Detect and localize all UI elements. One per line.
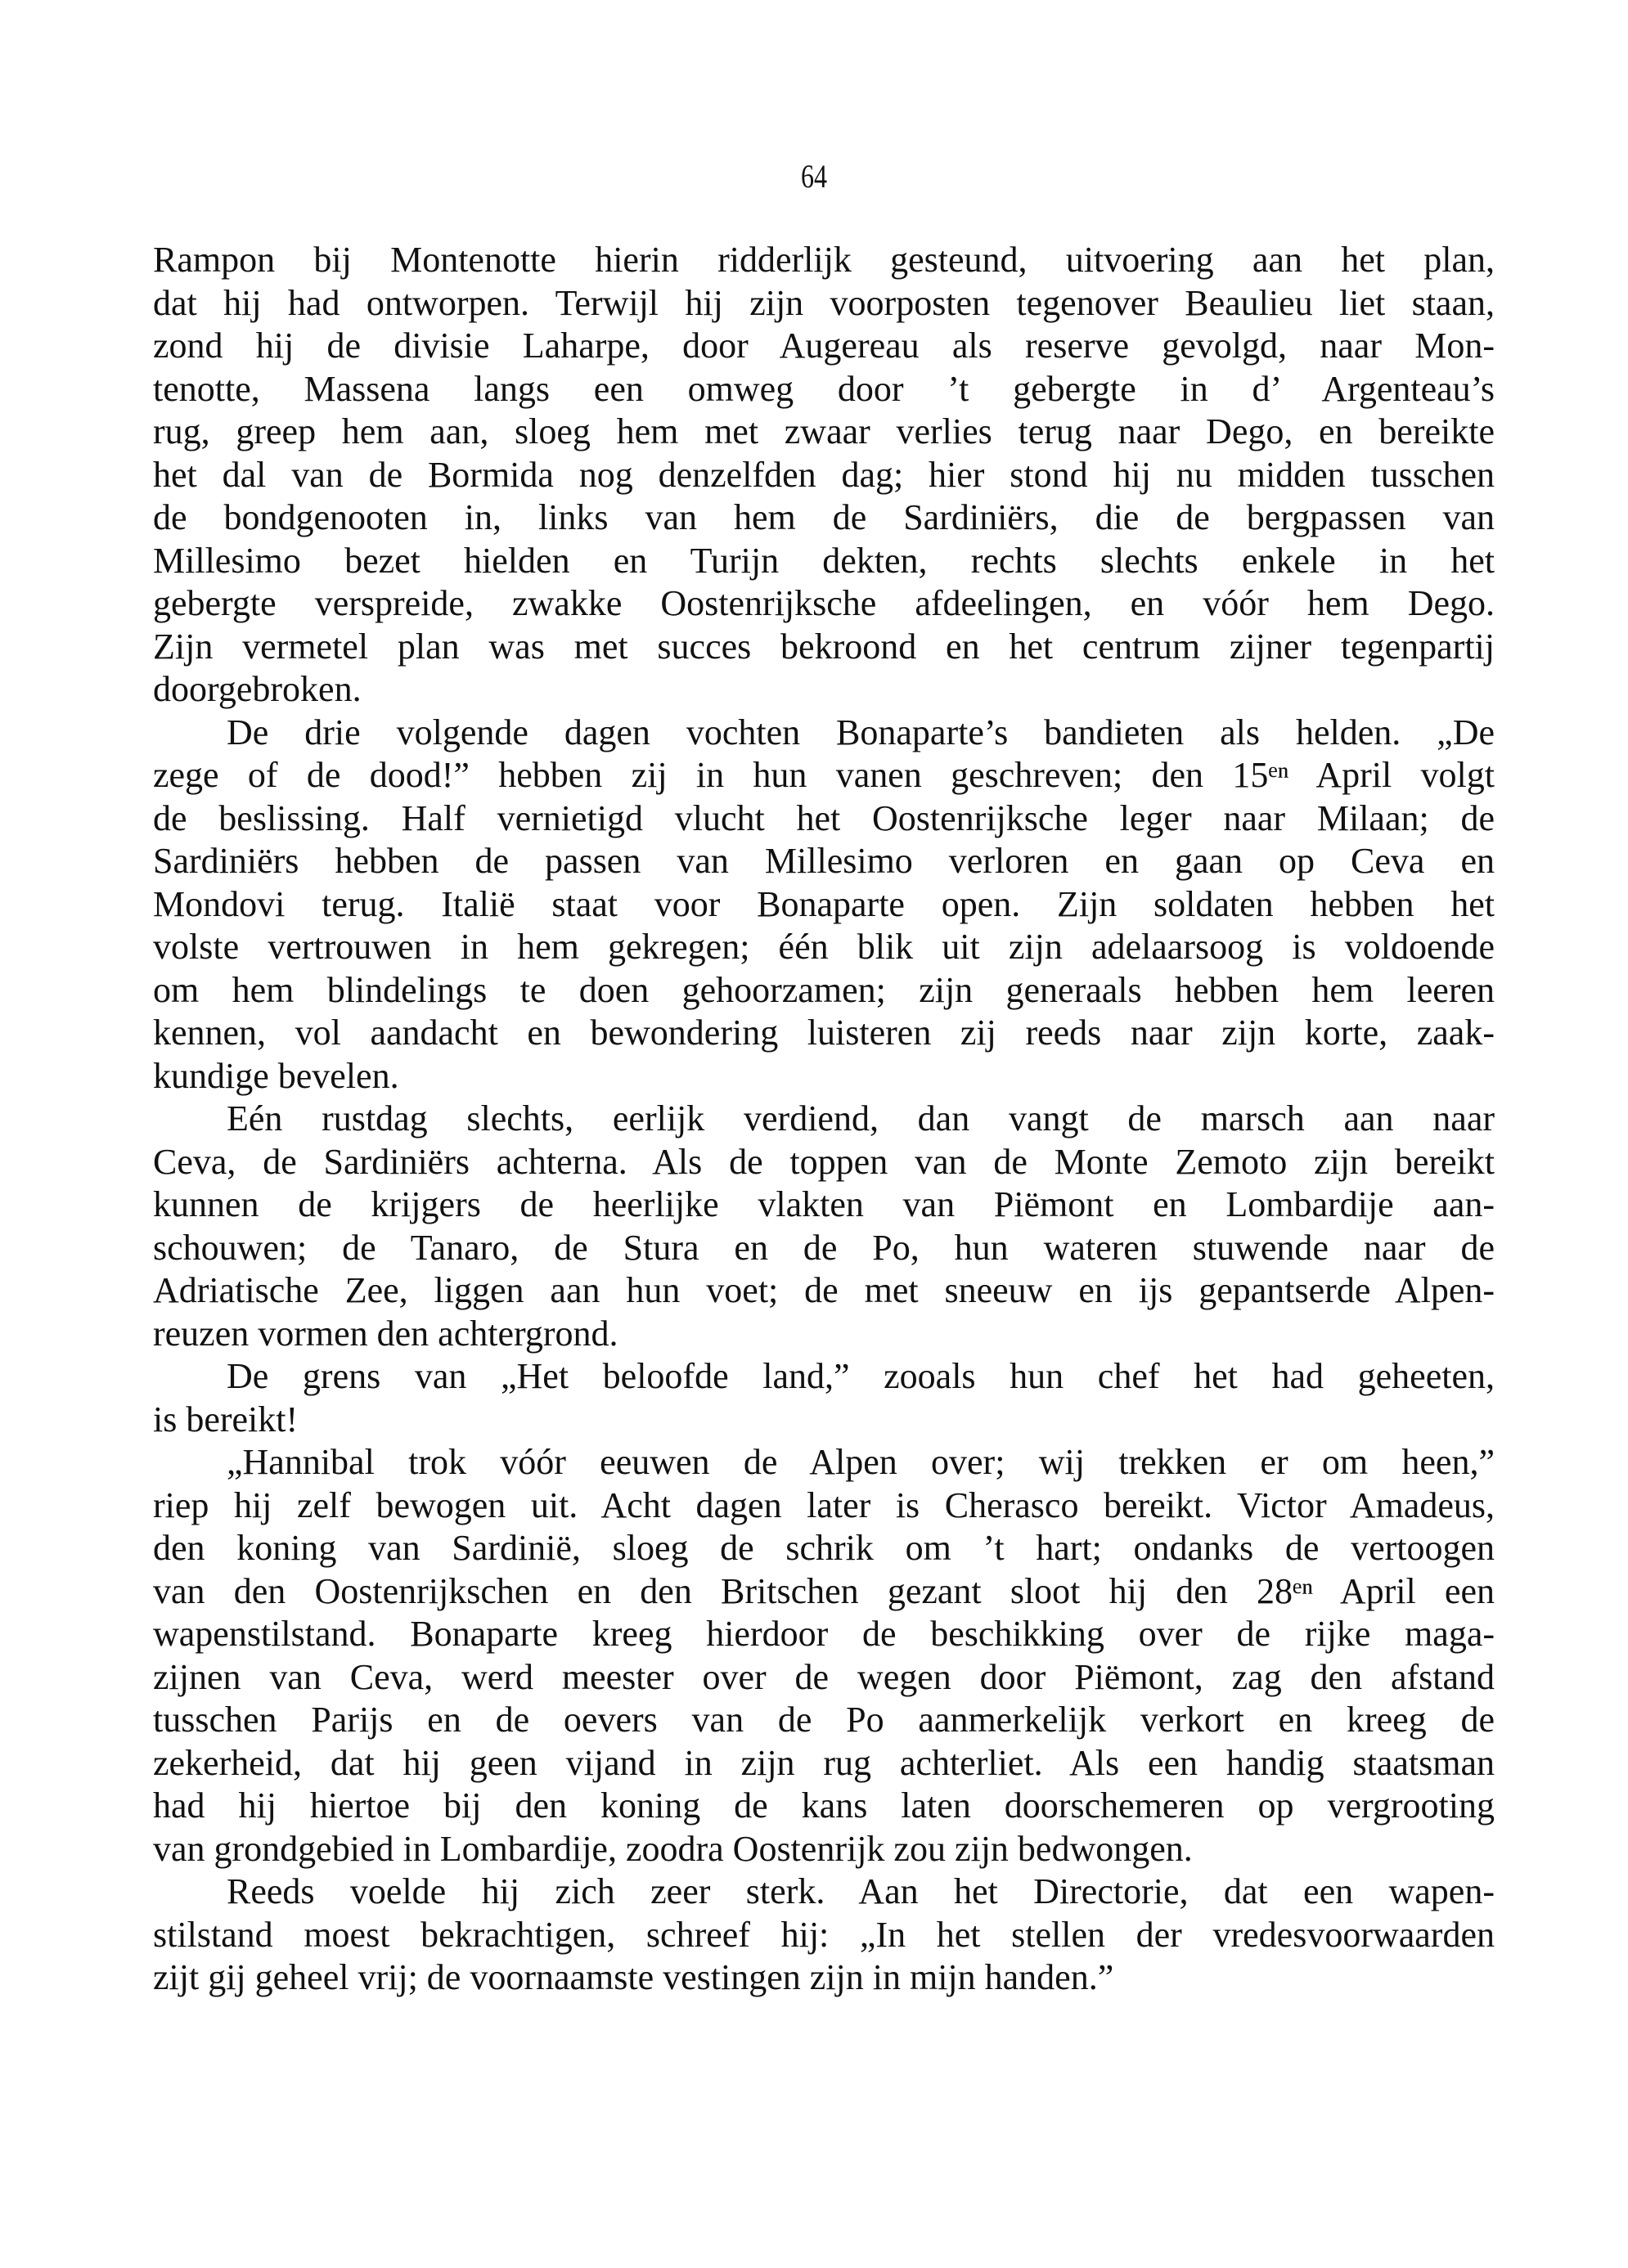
text-line: doorgebroken. (153, 669, 362, 709)
text-line: De grens van „Het beloofde land,” zooals hun chef het had geheeten, (227, 1356, 1495, 1396)
text-line: zijt gij geheel vrij; de voornaamste vestingen zijn in mijn handen.” (153, 1957, 1114, 1997)
text-line: de bondgenooten in, links van hem de Sardiniërs, die de bergpassen van (153, 497, 1495, 537)
text-line: zege of de dood!” hebben zij in hun vanen geschreven; den 15ᵉⁿ April volgt (153, 755, 1495, 795)
paragraph (153, 1871, 1495, 2000)
text-line: het dal van de Bormida nog denzelfden dag; hier stond hij nu midden tusschen (153, 454, 1495, 495)
text-line: Adriatische Zee, liggen aan hun voet; de met sneeuw en ijs gepantserde Alpen- (153, 1270, 1495, 1310)
text-line: kennen, vol aandacht en bewondering luisteren zij reeds naar zijn korte, zaak- (153, 1013, 1495, 1053)
text-line: reuzen vormen den achtergrond. (153, 1313, 618, 1354)
text-line: van grondgebied in Lombardije, zoodra Oostenrijk zou zijn bedwongen. (153, 1828, 1193, 1869)
paragraph (153, 1355, 1495, 1441)
text-line: stilstand moest bekrachtigen, schreef hij: „In het stellen der vredesvoorwaarden (153, 1914, 1495, 1955)
text-line: wapenstilstand. Bonaparte kreeg hierdoor de beschikking over de rijke maga- (153, 1614, 1495, 1654)
text-line: kunnen de krijgers de heerlijke vlakten van Piëmont en Lombardije aan- (153, 1184, 1495, 1224)
text-line: zekerheid, dat hij geen vijand in zijn rug achterliet. Als een handig staatsman (153, 1742, 1495, 1783)
text-line: van den Oostenrijkschen en den Britschen gezant sloot hij den 28ᵉⁿ April een (153, 1570, 1495, 1611)
text-line: De drie volgende dagen vochten Bonaparte’s bandieten als helden. „De (227, 712, 1495, 752)
paragraph (153, 712, 1495, 1098)
text-line: is bereikt! (153, 1399, 299, 1439)
text-line: „Hannibal trok vóór eeuwen de Alpen over; wij trekken er om heen,” (227, 1442, 1495, 1482)
text-line: Sardiniërs hebben de passen van Millesimo verloren en gaan op Ceva en (153, 841, 1495, 881)
text-line: Rampon bij Montenotte hierin ridderlijk gesteund, uitvoering aan het plan, (153, 240, 1495, 280)
page-number: 64 (801, 158, 827, 195)
paragraph (153, 1441, 1495, 1871)
text-line: tusschen Parijs en de oevers van de Po aanmerkelijk verkort en kreeg de (153, 1700, 1495, 1740)
text-line: kundige bevelen. (153, 1055, 399, 1096)
text-line: schouwen; de Tanaro, de Stura en de Po, hun wateren stuwende naar de (153, 1227, 1495, 1268)
paragraph (153, 239, 1495, 712)
text-line: Eén rustdag slechts, eerlijk verdiend, dan vangt de marsch aan naar (227, 1098, 1495, 1138)
text-line: Mondovi terug. Italië staat voor Bonaparte open. Zijn soldaten hebben het (153, 883, 1495, 924)
text-line: dat hij had ontworpen. Terwijl hij zijn voorposten tegenover Beaulieu liet staan, (153, 282, 1495, 323)
text-line: tenotte, Massena langs een omweg door ’t gebergte in d’ Argenteau’s (153, 368, 1495, 409)
text-line: zijnen van Ceva, werd meester over de wegen door Piëmont, zag den afstand (153, 1656, 1495, 1697)
text-line: Reeds voelde hij zich zeer sterk. Aan het Directorie, dat een wapen- (227, 1871, 1495, 1911)
text-line: Zijn vermetel plan was met succes bekroond en het centrum zijner tegenpartij (153, 626, 1495, 667)
text-line: gebergte verspreide, zwakke Oostenrijksche afdeelingen, en vóór hem Dego. (153, 583, 1495, 623)
paragraph (153, 1098, 1495, 1355)
text-line: den koning van Sardinië, sloeg de schrik om ’t hart; ondanks de vertoogen (153, 1528, 1495, 1568)
text-line: rug, greep hem aan, sloeg hem met zwaar verlies terug naar Dego, en bereikte (153, 411, 1495, 451)
text-line: de beslissing. Half vernietigd vlucht het Oostenrijksche leger naar Milaan; de (153, 797, 1495, 838)
text-line: zond hij de divisie Laharpe, door Augereau als reserve gevolgd, naar Mon- (153, 326, 1495, 366)
text-line: had hij hiertoe bij den koning de kans laten doorschemeren op vergrooting (153, 1785, 1495, 1826)
text-line: Ceva, de Sardiniërs achterna. Als de toppen van de Monte Zemoto zijn bereikt (153, 1141, 1495, 1182)
text-line: om hem blindelings te doen gehoorzamen; zijn generaals hebben hem leeren (153, 969, 1495, 1010)
text-line: volste vertrouwen in hem gekregen; één blik uit zijn adelaarsoog is voldoende (153, 927, 1495, 967)
text-line: Millesimo bezet hielden en Turijn dekten, rechts slechts enkele in het (153, 540, 1495, 581)
text-line: riep hij zelf bewogen uit. Acht dagen later is Cherasco bereikt. Victor Amadeus, (153, 1484, 1495, 1525)
body-text (153, 239, 1495, 2000)
